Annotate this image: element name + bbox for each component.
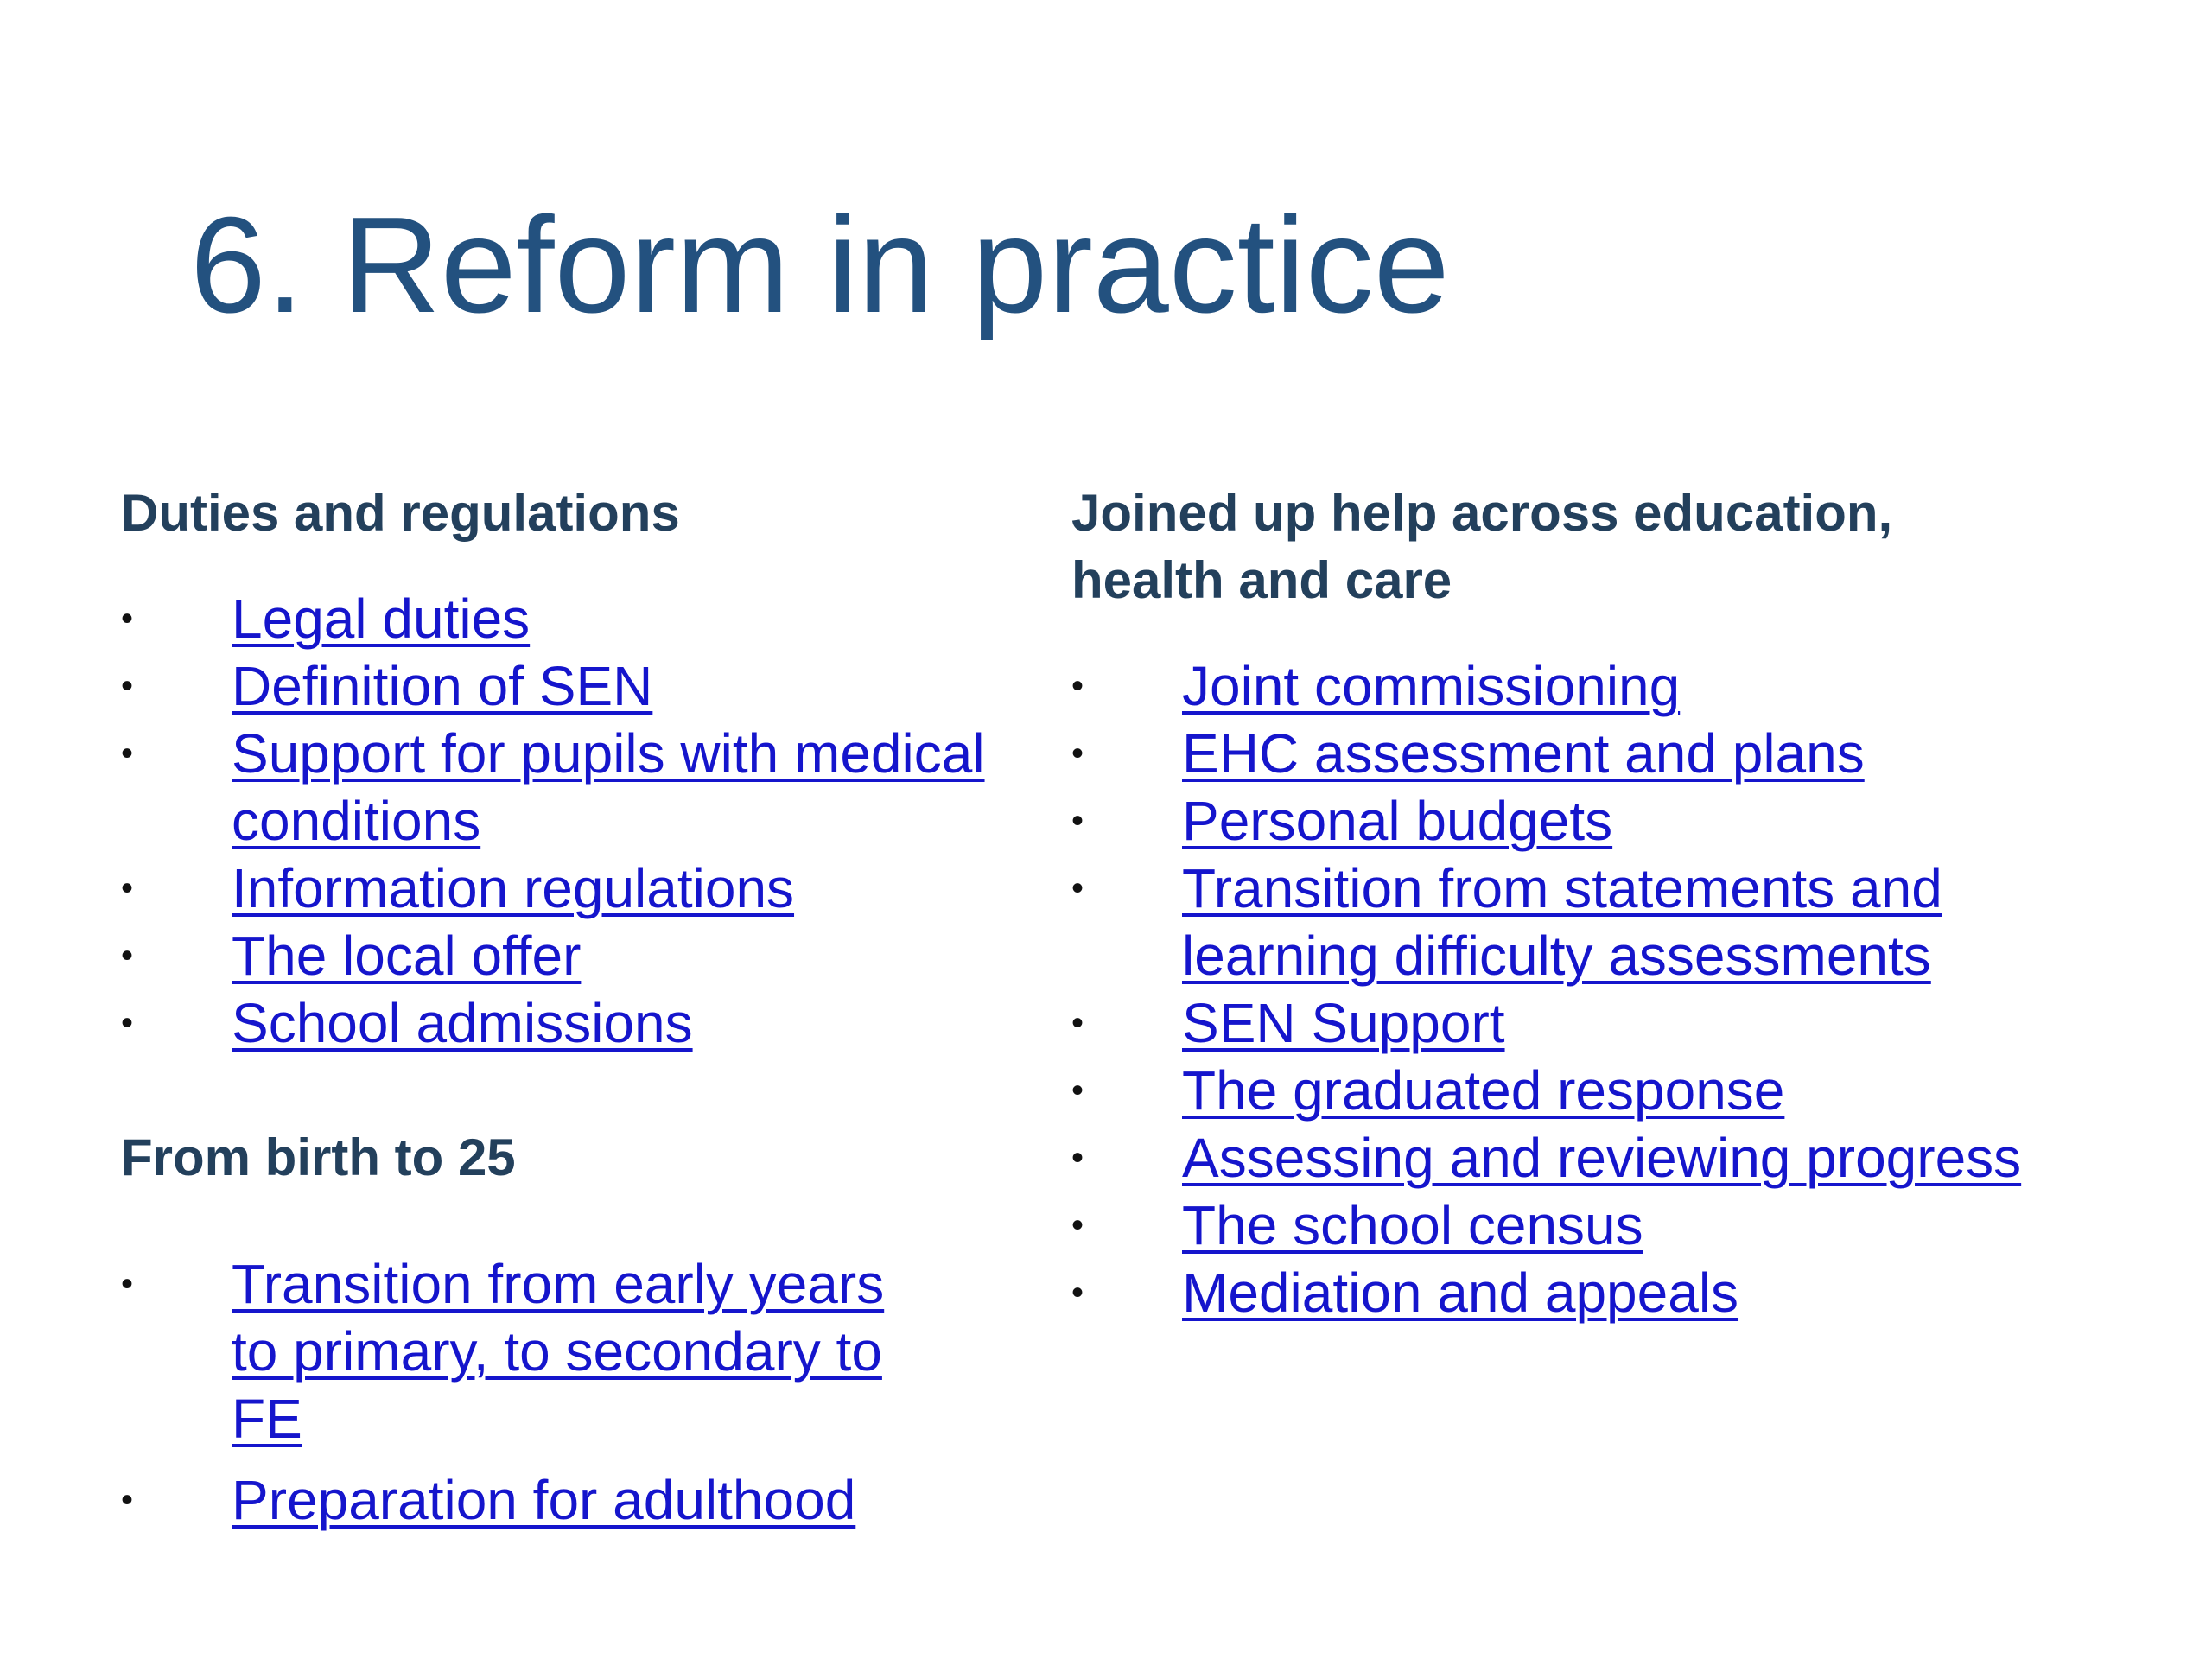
bullet-icon: • — [1071, 1071, 1084, 1109]
link-preparation-adulthood[interactable]: Preparation for adulthood — [232, 1469, 856, 1531]
slide-title: 6. Reform in practice — [190, 189, 1450, 341]
joined-up-list — [1071, 652, 2186, 1326]
link-local-offer[interactable]: The local offer — [232, 925, 582, 987]
link-legal-duties[interactable]: Legal duties — [232, 588, 531, 650]
bullet-icon: • — [1071, 667, 1084, 705]
list-item — [121, 1466, 1020, 1534]
list-item — [121, 855, 1020, 922]
list-item — [1071, 989, 2186, 1057]
list-item — [1071, 1124, 2186, 1192]
link-school-census[interactable]: The school census — [1182, 1194, 1643, 1256]
list-item — [1071, 787, 2186, 855]
list-item — [121, 585, 1020, 652]
bullet-icon: • — [121, 1481, 134, 1519]
bullet-icon: • — [121, 1265, 134, 1303]
joined-up-heading: Joined up help across education, health and care — [1071, 484, 1893, 609]
bullet-icon: • — [1071, 734, 1084, 772]
bullet-icon: • — [121, 734, 134, 772]
bullet-icon: • — [121, 600, 134, 638]
right-column — [1071, 480, 2186, 1326]
bullet-icon: • — [1071, 869, 1084, 907]
bullet-icon: • — [1071, 1139, 1084, 1177]
link-sen-support[interactable]: SEN Support — [1182, 992, 1505, 1054]
link-graduated-response[interactable]: The graduated response — [1182, 1059, 1785, 1122]
bullet-icon: • — [1071, 1206, 1084, 1244]
bullet-icon: • — [121, 869, 134, 907]
link-transition-early-years[interactable]: Transition from early years to primary, to secondary to FE — [232, 1253, 885, 1450]
bullet-icon: • — [121, 1004, 134, 1042]
bullet-icon: • — [121, 937, 134, 975]
list-item — [1071, 1259, 2186, 1326]
list-item — [121, 1250, 906, 1452]
duties-heading: Duties and regulations — [121, 484, 680, 542]
list-item — [1071, 855, 2046, 989]
list-item — [121, 989, 1020, 1057]
list-item — [121, 922, 1020, 989]
link-information-regulations[interactable]: Information regulations — [232, 857, 795, 919]
link-transition-statements[interactable]: Transition from statements and learning difficulty assessments — [1182, 857, 1942, 987]
duties-list — [121, 585, 1020, 1057]
link-ehc-assessment[interactable]: EHC assessment and plans — [1182, 722, 1865, 785]
list-item — [121, 720, 1020, 855]
left-column — [121, 480, 1020, 1534]
list-item — [1071, 1057, 2186, 1124]
bullet-icon: • — [121, 667, 134, 705]
birth-heading: From birth to 25 — [121, 1128, 516, 1186]
link-support-medical-conditions[interactable]: Support for pupils with medical conditions — [232, 722, 985, 852]
list-item — [1071, 720, 2186, 787]
link-joint-commissioning[interactable]: Joint commissioning — [1182, 655, 1681, 717]
link-mediation-appeals[interactable]: Mediation and appeals — [1182, 1262, 1739, 1324]
birth-list — [121, 1250, 1020, 1534]
link-assessing-reviewing-progress[interactable]: Assessing and reviewing progress — [1182, 1127, 2022, 1189]
list-item — [1071, 1192, 2186, 1259]
link-personal-budgets[interactable]: Personal budgets — [1182, 790, 1613, 852]
link-definition-of-sen[interactable]: Definition of SEN — [232, 655, 653, 717]
bullet-icon: • — [1071, 802, 1084, 840]
bullet-icon: • — [1071, 1274, 1084, 1312]
link-school-admissions[interactable]: School admissions — [232, 992, 693, 1054]
bullet-icon: • — [1071, 1004, 1084, 1042]
list-item — [1071, 652, 2186, 720]
list-item — [121, 652, 1020, 720]
